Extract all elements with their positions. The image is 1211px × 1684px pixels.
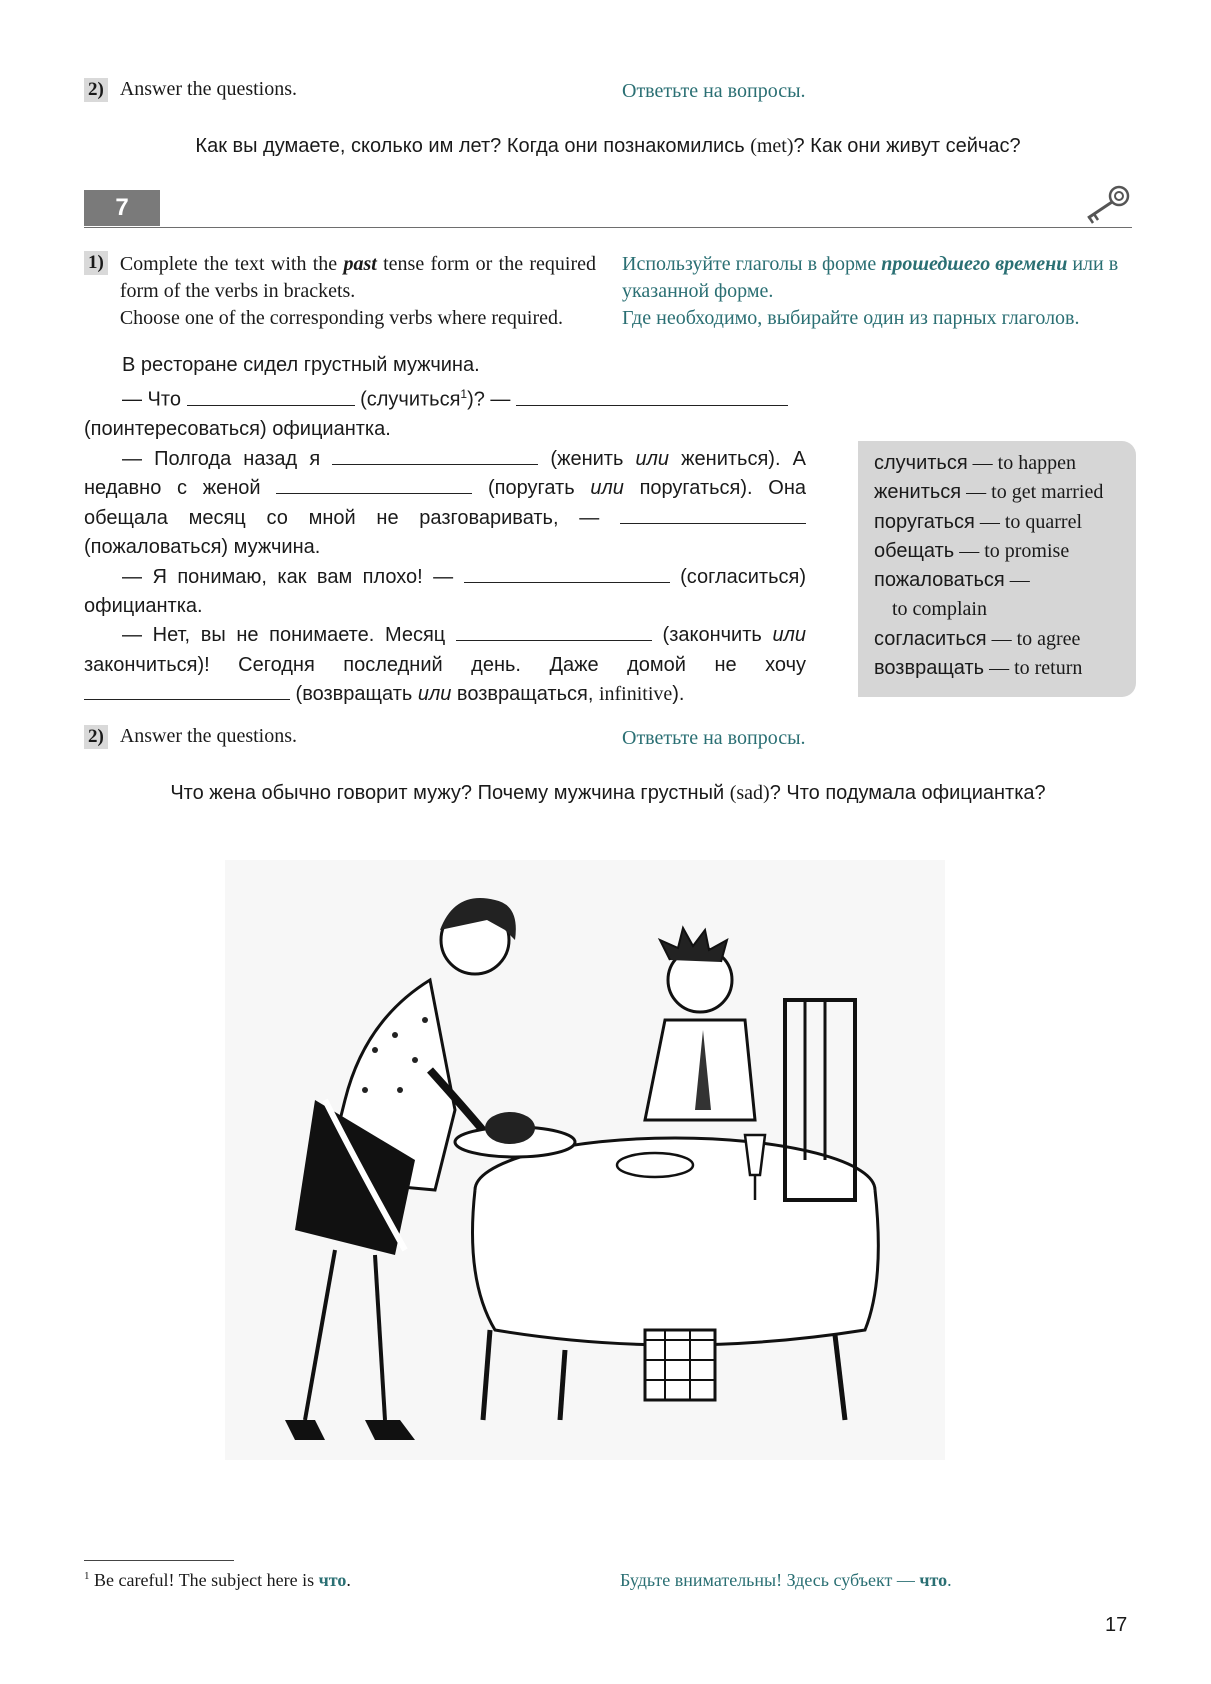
footnote-divider (84, 1560, 234, 1561)
answer-blank[interactable] (516, 389, 788, 406)
answer-blank[interactable] (84, 683, 290, 700)
vocab-item: жениться — to get married (874, 481, 1104, 504)
instruction-ru: Ответьте на вопросы. (622, 727, 806, 749)
answer-blank[interactable] (276, 477, 472, 494)
task2-number-badge: 2) (84, 725, 108, 749)
questions-line: Что жена обычно говорит мужу? Почему мужчина грустный (sad)? Что подумала официантка? (170, 782, 1046, 804)
task2-row (84, 725, 297, 749)
story-text (84, 351, 806, 710)
answer-blank[interactable] (187, 389, 355, 406)
vocab-item: поругаться — to quarrel (874, 510, 1082, 533)
restaurant-illustration (225, 860, 945, 1460)
story-line: — Нет, вы не понимаете. Месяц (закончить или закончиться)! Сегодня последний день. Даже домой не хочу (возвращать или возвращаться, infinitive). (84, 624, 806, 706)
task1-ru: Используйте глаголы в форме прошедшего времени или в указанной форме. Где необходимо, выбирайте один из парных глаголов. (622, 253, 1119, 329)
questions-line: Как вы думаете, сколько им лет? Когда они познакомились (met)? Как они живут сейчас? (195, 135, 1021, 157)
instruction-ru: Ответьте на вопросы. (622, 80, 806, 102)
footnote-en: $^1$ Be careful! The subject here is что. (84, 1570, 351, 1590)
instruction-en: Answer the questions. (119, 78, 298, 100)
answer-blank[interactable] (464, 566, 670, 583)
story-line: В ресторане сидел грустный мужчина. (122, 354, 480, 376)
story-line: — Полгода назад я (женить или жениться). А недавно с женой (поругать или поругаться). Она обещала месяц со мной не разговаривать, — (пожаловаться) мужчина. (84, 447, 807, 559)
top-task-row (84, 78, 297, 102)
footnote-ru: Будьте внимательны! Здесь субъект — что. (620, 1570, 952, 1590)
exercise-header (84, 190, 1132, 228)
key-icon (1080, 184, 1132, 226)
instruction-en: Answer the questions. (119, 725, 298, 747)
vocab-item: случиться — to happen (874, 452, 1076, 474)
story-line: (поинтересоваться) официантка. (84, 418, 391, 441)
vocab-item: пожаловаться — to complain (874, 569, 1030, 621)
story-line: — Что (случиться$^1$)? — (84, 380, 806, 415)
exercise-number: 7 (84, 190, 160, 226)
task-number-badge: 2) (84, 78, 108, 102)
story-line: — Я понимаю, как вам плохо! — (согласиться) официантка. (84, 565, 806, 617)
vocab-item: возвращать — to return (874, 657, 1083, 680)
answer-blank[interactable] (456, 624, 652, 641)
vocab-item: согласиться — to agree (874, 627, 1081, 650)
answer-blank[interactable] (620, 507, 806, 524)
task1-en: 1) Complete the text with the past tense form or the required form of the verbs in brackets. Choose one of the corresponding verbs where required. (84, 251, 596, 332)
page-number: 17 (1105, 1614, 1128, 1636)
answer-blank[interactable] (332, 448, 538, 465)
vocab-item: обещать — to promise (874, 539, 1070, 562)
vocabulary-box (858, 441, 1136, 697)
task1-number-badge: 1) (84, 251, 108, 275)
